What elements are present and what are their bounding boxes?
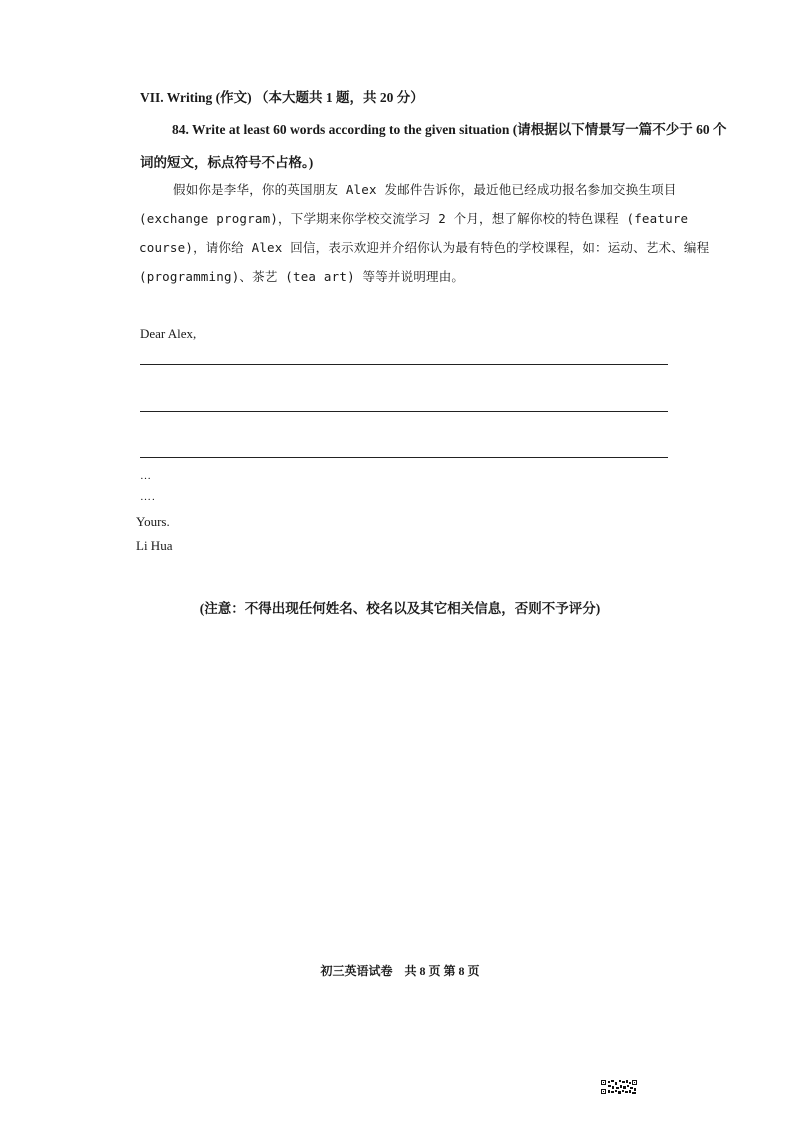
anonymity-notice: (注意：不得出现任何姓名、校名以及其它相关信息，否则不予评分) — [199, 601, 601, 616]
qr-code-icon — [601, 1080, 637, 1094]
letter-salutation: Dear Alex, — [140, 326, 197, 341]
letter-signature: Li Hua — [136, 538, 173, 553]
page-footer: 初三英语试卷 共 8 页 第 8 页 — [320, 964, 480, 978]
writing-line[interactable] — [140, 411, 668, 412]
letter-closing: Yours. — [136, 514, 170, 529]
situation-prompt: 假如你是李华，你的英国朋友 Alex 发邮件告诉你，最近他已经成功报名参加交换生项目 (exchange program)，下学期来你学校交流学习 2 个月，想了解你校的特色课程 (feature course)，请你给 Alex 回信，表示欢迎并介绍你认为最有特色的学校课程，如：运动、艺术、编程 (programming)、茶艺 (tea art) 等等并说明理由。 — [139, 182, 710, 284]
continuation-mark: … — [140, 470, 152, 482]
continuation-mark: …. — [140, 491, 156, 503]
writing-line[interactable] — [140, 364, 668, 365]
section-heading: VII. Writing (作文) （本大题共 1 题，共 20 分） — [140, 90, 424, 105]
writing-line[interactable] — [140, 457, 668, 458]
question-84: 84. Write at least 60 words according to the given situation (请根据以下情景写一篇不少于 60 个词的短文，标点符号不占格。) — [140, 122, 727, 170]
